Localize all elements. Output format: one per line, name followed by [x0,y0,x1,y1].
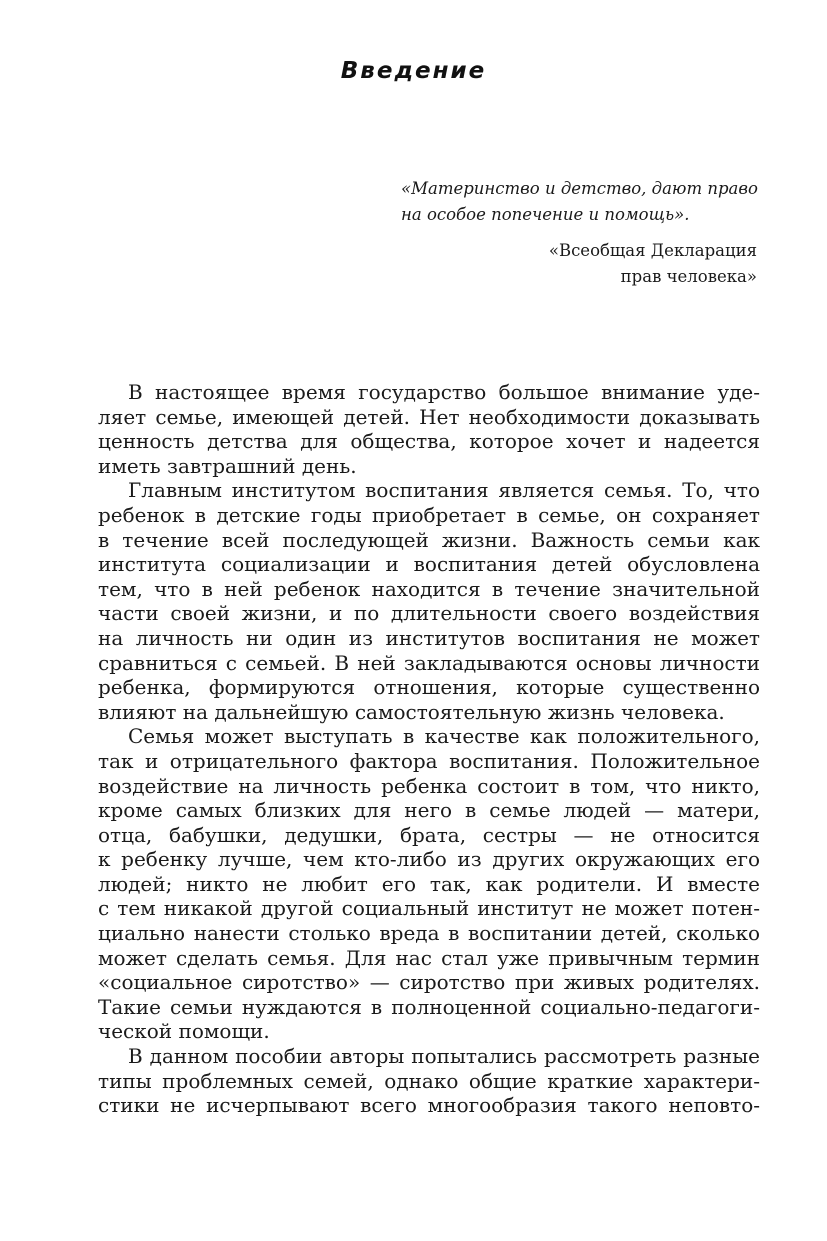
epigraph-source [401,238,757,290]
chapter-heading: Введение [340,58,487,84]
text-line: может сделать семья. Для нас стал уже привычным термин [98,945,760,970]
text-line: В данном пособии авторы попытались рассмотреть разные [128,1044,760,1069]
text-line: ребенка, формируются отношения, которые существенно [98,675,760,700]
text-line: людей; никто не любит его так, как родители. И вместе [98,871,760,896]
text-line: иметь завтрашний день. [98,453,357,478]
text-line: к ребенку лучше, чем кто-либо из других окружающих его [98,847,760,872]
epigraph-source-line: прав человека» [620,267,757,286]
body-text [98,380,760,1118]
text-line: института социализации и воспитания детей обусловлена [98,552,760,577]
text-line: сравниться с семьей. В ней закладываются основы личности [98,650,760,675]
paragraph [98,724,760,1044]
text-line: «социальное сиротство» — сиротство при живых родителях. [98,970,760,995]
text-line: кроме самых близких для него в семье людей — матери, [98,798,760,823]
text-line: стики не исчерпывают всего многообразия такого неповто- [98,1093,760,1118]
text-line: циально нанести столько вреда в воспитании детей, сколько [98,921,760,946]
text-line: на личность ни один из институтов воспитания не может [98,625,760,650]
text-line: влияют на дальнейшую самостоятельную жизнь человека. [98,699,725,724]
text-line: Семья может выступать в качестве как положительного, [128,724,760,749]
paragraph [98,1044,760,1118]
text-line: в течение всей последующей жизни. Важность семьи как [98,527,760,552]
epigraph [401,176,757,290]
paragraph [98,478,760,724]
epigraph-quote-line: «Материнство и детство, дают право [401,179,758,198]
text-line: ческой помощи. [98,1019,270,1044]
text-line: воздействие на личность ребенка состоит в том, что никто, [98,773,760,798]
text-line: Такие семьи нуждаются в полноценной социально-педагоги- [98,994,760,1019]
text-line: ценность детства для общества, которое хочет и надеется [98,429,760,454]
text-line: отца, бабушки, дедушки, брата, сестры — не относится [98,822,760,847]
text-line: с тем никакой другой социальный институт не может потен- [98,896,760,921]
text-line: части своей жизни, и по длительности своего воздействия [98,601,760,626]
text-line: Главным институтом воспитания является семья. То, что [128,478,760,503]
epigraph-source-line: «Всеобщая Декларация [548,241,757,260]
text-line: так и отрицательного фактора воспитания. Положительное [98,748,760,773]
paragraph [98,380,760,478]
text-line: ляет семье, имеющей детей. Нет необходимости доказывать [98,404,760,429]
text-line: В настоящее время государство большое внимание уде- [128,380,760,404]
text-line: ребенок в детские годы приобретает в семье, он сохраняет [98,502,760,527]
text-line: типы проблемных семей, однако общие краткие характери- [98,1068,760,1093]
text-line: тем, что в ней ребенок находится в течение значительной [98,576,760,601]
epigraph-quote-line: на особое попечение и помощь». [401,205,690,224]
